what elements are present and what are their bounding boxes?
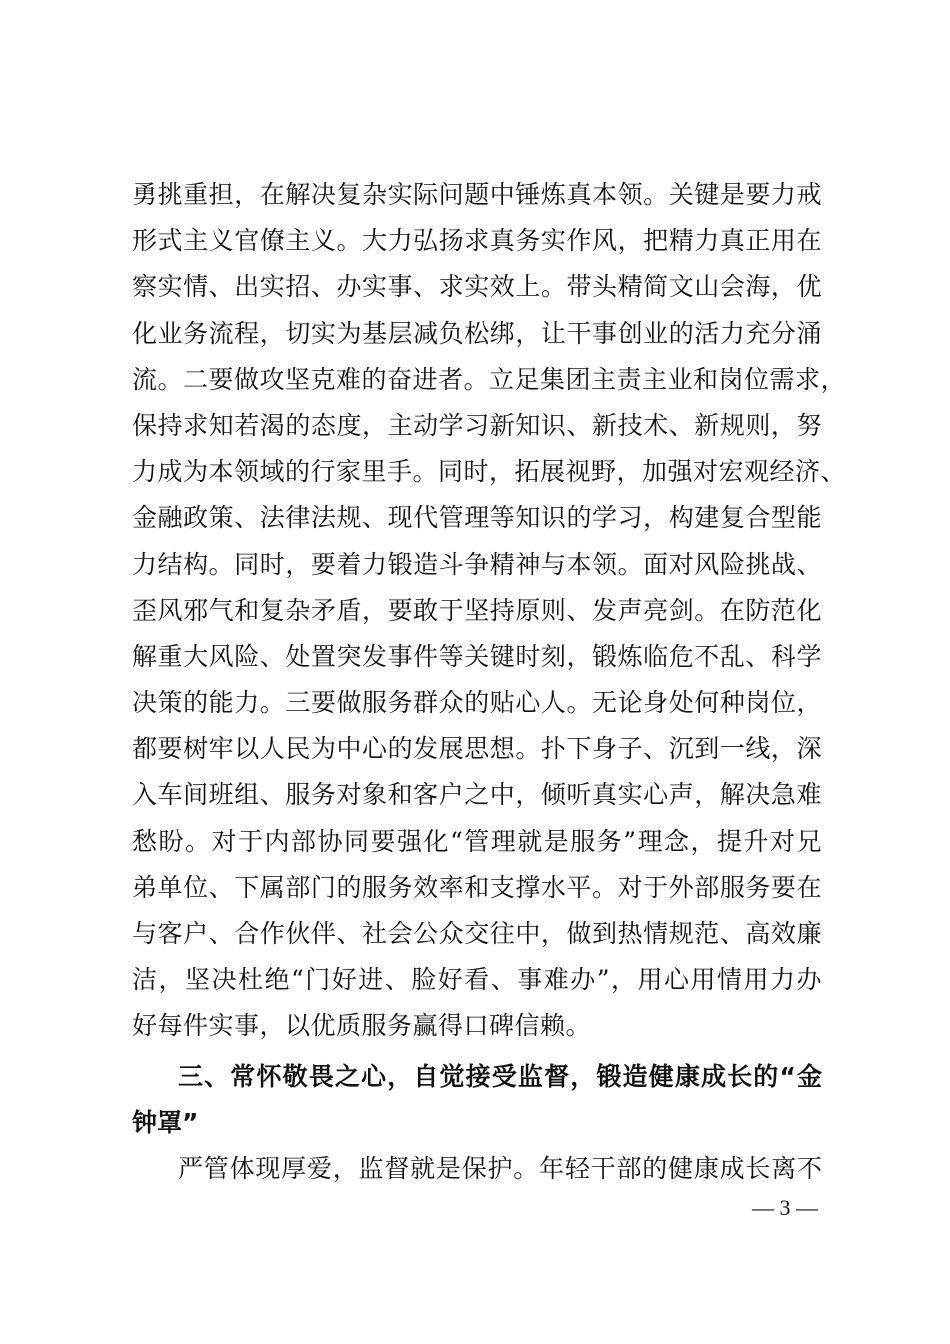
body-line: 金融政策、法律法规、现代管理等知识的学习，构建复合型能 [132,503,822,533]
body-line: 力结构。同时，要着力锻造斗争精神与本领。面对风险挑战、 [132,549,822,579]
body-line: 决策的能力。三要做服务群众的贴心人。无论身处何种岗位， [132,688,822,718]
next-paragraph-first-line: 严管体现厚爱，监督就是保护。年轻干部的健康成长离不 [178,1154,822,1183]
body-line: 愁盼。对于内部协同要强化“管理就是服务”理念，提升对兄 [132,826,822,856]
body-line: 形式主义官僚主义。大力弘扬求真务实作风，把精力真正用在 [132,226,822,256]
body-line: 察实情、出实招、办实事、求实效上。带头精简文山会海，优 [132,272,822,302]
section-heading: 三、常怀敬畏之心，自觉接受监督，锻造健康成长的“金 [178,1062,822,1091]
body-line: 入车间班组、服务对象和客户之中，倾听真实心声，解决急难 [132,780,822,810]
body-line: 流。二要做攻坚克难的奋进者。立足集团主责主业和岗位需求， [132,364,847,394]
body-line: 勇挑重担，在解决复杂实际问题中锤炼真本领。关键是要力戒 [132,180,822,209]
body-line: 都要树牢以人民为中心的发展思想。扑下身子、沉到一线，深 [132,734,822,764]
body-line: 弟单位、下属部门的服务效率和支撑水平。对于外部服务要在 [132,872,822,902]
body-line: 与客户、合作伙伴、社会公众交往中，做到热情规范、高效廉 [132,919,822,948]
body-line: 好每件实事，以优质服务赢得口碑信赖。 [132,1011,592,1041]
body-line: 洁，坚决杜绝“门好进、脸好看、事难办”，用心用情用力办 [132,965,822,995]
section-heading-continued: 钟罩” [132,1108,199,1137]
body-line: 解重大风险、处置突发事件等关键时刻，锻炼临危不乱、科学 [132,641,822,671]
body-paragraph [132,172,847,1050]
page-number: — 3 — [752,1195,818,1220]
body-line: 保持求知若渴的态度，主动学习新知识、新技术、新规则，努 [132,410,822,440]
body-line: 化业务流程，切实为基层减负松绑，让干事创业的活力充分涌 [132,318,822,348]
body-line: 歪风邪气和复杂矛盾，要敢于坚持原则、发声亮剑。在防范化 [132,595,822,625]
body-line: 力成为本领域的行家里手。同时，拓展视野，加强对宏观经济、 [132,457,847,487]
